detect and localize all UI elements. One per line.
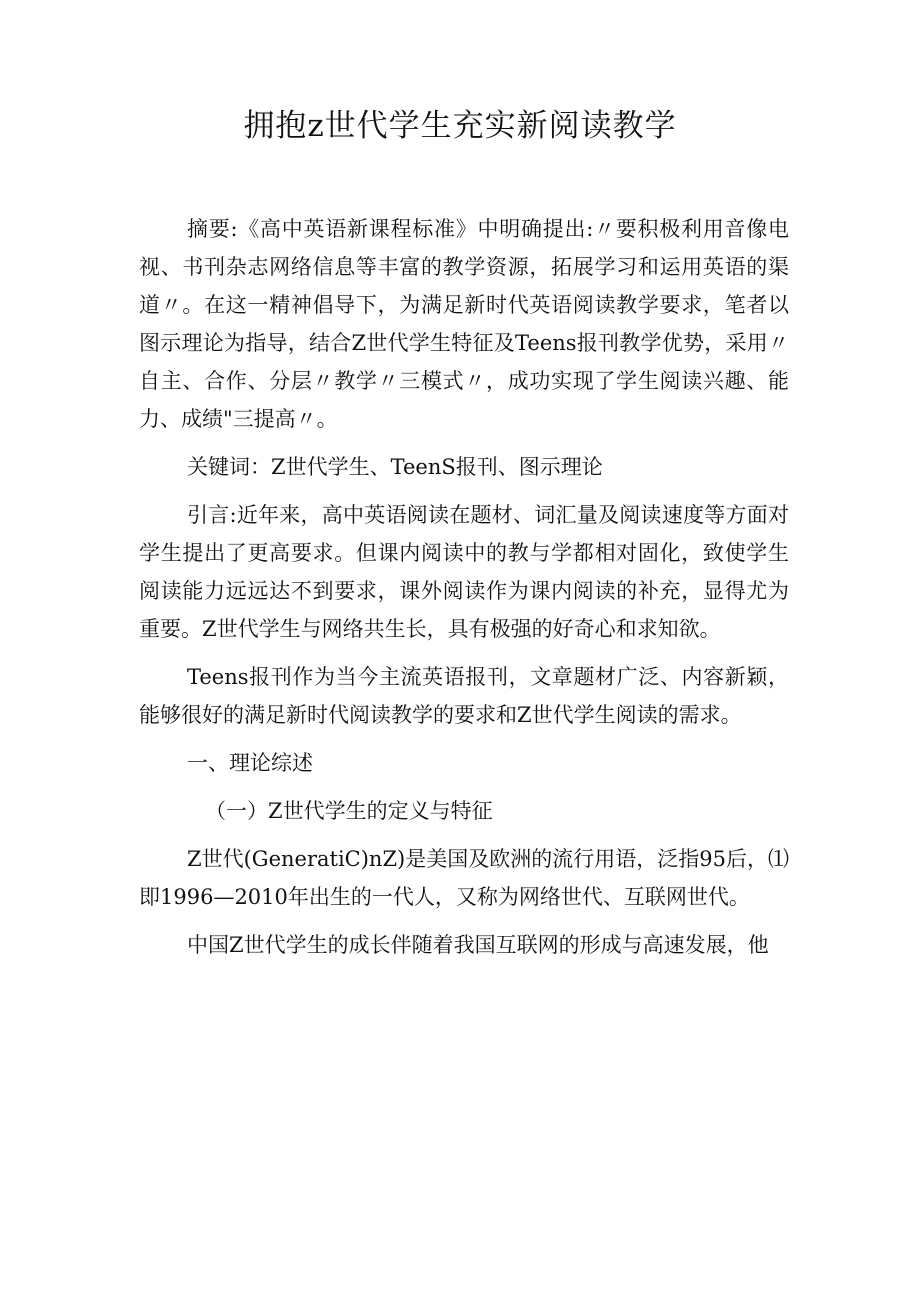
keywords-paragraph: 关键词：Z世代学生、TeenS报刊、图示理论 bbox=[187, 455, 603, 479]
subsection-heading: （一）Z世代学生的定义与特征 bbox=[205, 799, 493, 823]
body-paragraph: Teens报刊作为当今主流英语报刊，文章题材广泛、内容新颖，能够很好的满足新时代阅读教学的要求和Z世代学生阅读的需求。 bbox=[139, 665, 789, 727]
abstract-paragraph: 摘要:《高中英语新课程标准》中明确提出:〃要积极利用音像电视、书刊杂志网络信息等丰富的教学资源，拓展学习和运用英语的渠道〃。在这一精神倡导下，为满足新时代英语阅读教学要求，笔者以图示理论为指导，结合Z世代学生特征及Teens报刊教学优势，采用〃自主、合作、分层〃教学〃三模式〃，成功实现了学生阅读兴趣、能力、成绩"三提高〃。 bbox=[139, 217, 789, 431]
document-title: 拥抱z世代学生充实新阅读教学 bbox=[243, 108, 677, 144]
section-heading: 一、理论综述 bbox=[187, 751, 313, 775]
body-paragraph: 中国Z世代学生的成长伴随着我国互联网的形成与高速发展，他 bbox=[187, 933, 769, 957]
body-paragraph: Z世代(GeneratiC)nZ)是美国及欧洲的流行用语，泛指95后，⑴即1996—2010年出生的一代人，又称为网络世代、互联网世代。 bbox=[139, 847, 789, 909]
document-body bbox=[139, 210, 789, 974]
introduction-paragraph: 引言:近年来，高中英语阅读在题材、词汇量及阅读速度等方面对学生提出了更高要求。但课内阅读中的教与学都相对固化，致使学生阅读能力远远达不到要求，课外阅读作为课内阅读的补充，显得尤为重要。Z世代学生与网络共生长，具有极强的好奇心和求知欲。 bbox=[139, 503, 789, 641]
